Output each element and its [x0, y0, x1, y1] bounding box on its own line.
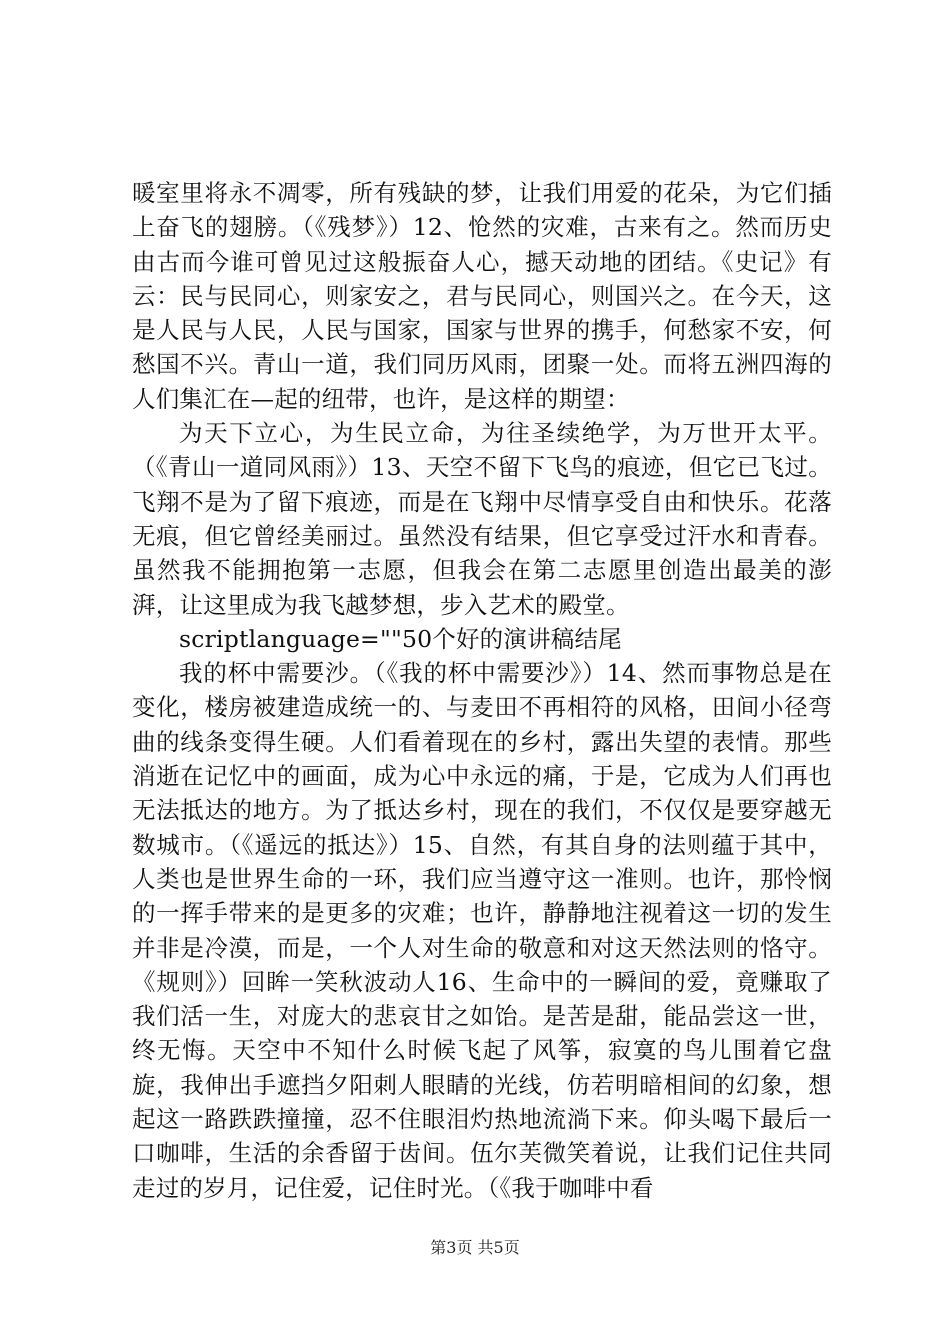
page-number-footer: 第3页 共5页 [430, 1238, 520, 1257]
paragraph-2: 为天下立心，为生民立命，为往圣续绝学，为万世开太平。（《青山一道同风雨》）13、天空不留下飞鸟的痕迹，但它已飞过。飞翔不是为了留下痕迹，而是在飞翔中尽情享受自由和快乐。花落无痕，但它曾经美丽过。虽然没有结果，但它享受过汗水和青春。虽然我不能拥抱第一志愿，但我会在第二志愿里创造出最美的澎湃，让这里成为我飞越梦想，步入艺术的殿堂。 [132, 419, 832, 619]
paragraph-3: scriptlanguage=""50个好的演讲稿结尾 [179, 624, 622, 653]
paragraph-1: 暖室里将永不凋零，所有残缺的梦，让我们用爱的花朵，为它们插上奋飞的翅膀。（《残梦》）12、怆然的灾难，古来有之。然而历史由古而今谁可曾见过这般振奋人心，撼天动地的团结。《史记》有云：民与民同心，则家安之，君与民同心，则国兴之。在今天，这是人民与人民，人民与国家，国家与世界的携手，何愁家不安，何愁国不兴。青山一道，我们同历风雨，团聚一处。而将五洲四海的人们集汇在—起的纽带，也许，是这样的期望： [132, 179, 832, 413]
document-body [132, 176, 832, 1205]
paragraph-4: 我的杯中需要沙。（《我的杯中需要沙》）14、然而事物总是在变化，楼房被建造成统一的、与麦田不再相符的风格，田间小径弯曲的线条变得生硬。人们看着现在的乡村，露出失望的表情。那些消逝在记忆中的画面，成为心中永远的痛，于是，它成为人们再也无法抵达的地方。为了抵达乡村，现在的我们，不仅仅是要穿越无数城市。（《遥远的抵达》）15、自然，有其自身的法则蕴于其中，人类也是世界生命的一环，我们应当遵守这一准则。也许，那怜悯的一挥手带来的是更多的灾难；也许，静静地注视着这一切的发生并非是冷漠，而是，一个人对生命的敬意和对这天然法则的恪守。《规则》）回眸一笑秋波动人16、生命中的一瞬间的爱，竟赚取了我们活一生，对庞大的悲哀甘之如饴。是苦是甜，能品尝这一世，终无悔。天空中不知什么时候飞起了风筝，寂寞的鸟儿围着它盘旋，我伸出手遮挡夕阳刺人眼睛的光线，仿若明暗相间的幻象，想起这一路跌跌撞撞，忍不住眼泪灼热地流淌下来。仰头喝下最后一口咖啡，生活的余香留于齿间。伍尔芙微笑着说，让我们记住共同走过的岁月，记住爱，记住时光。（《我于咖啡中看 [132, 659, 832, 1202]
